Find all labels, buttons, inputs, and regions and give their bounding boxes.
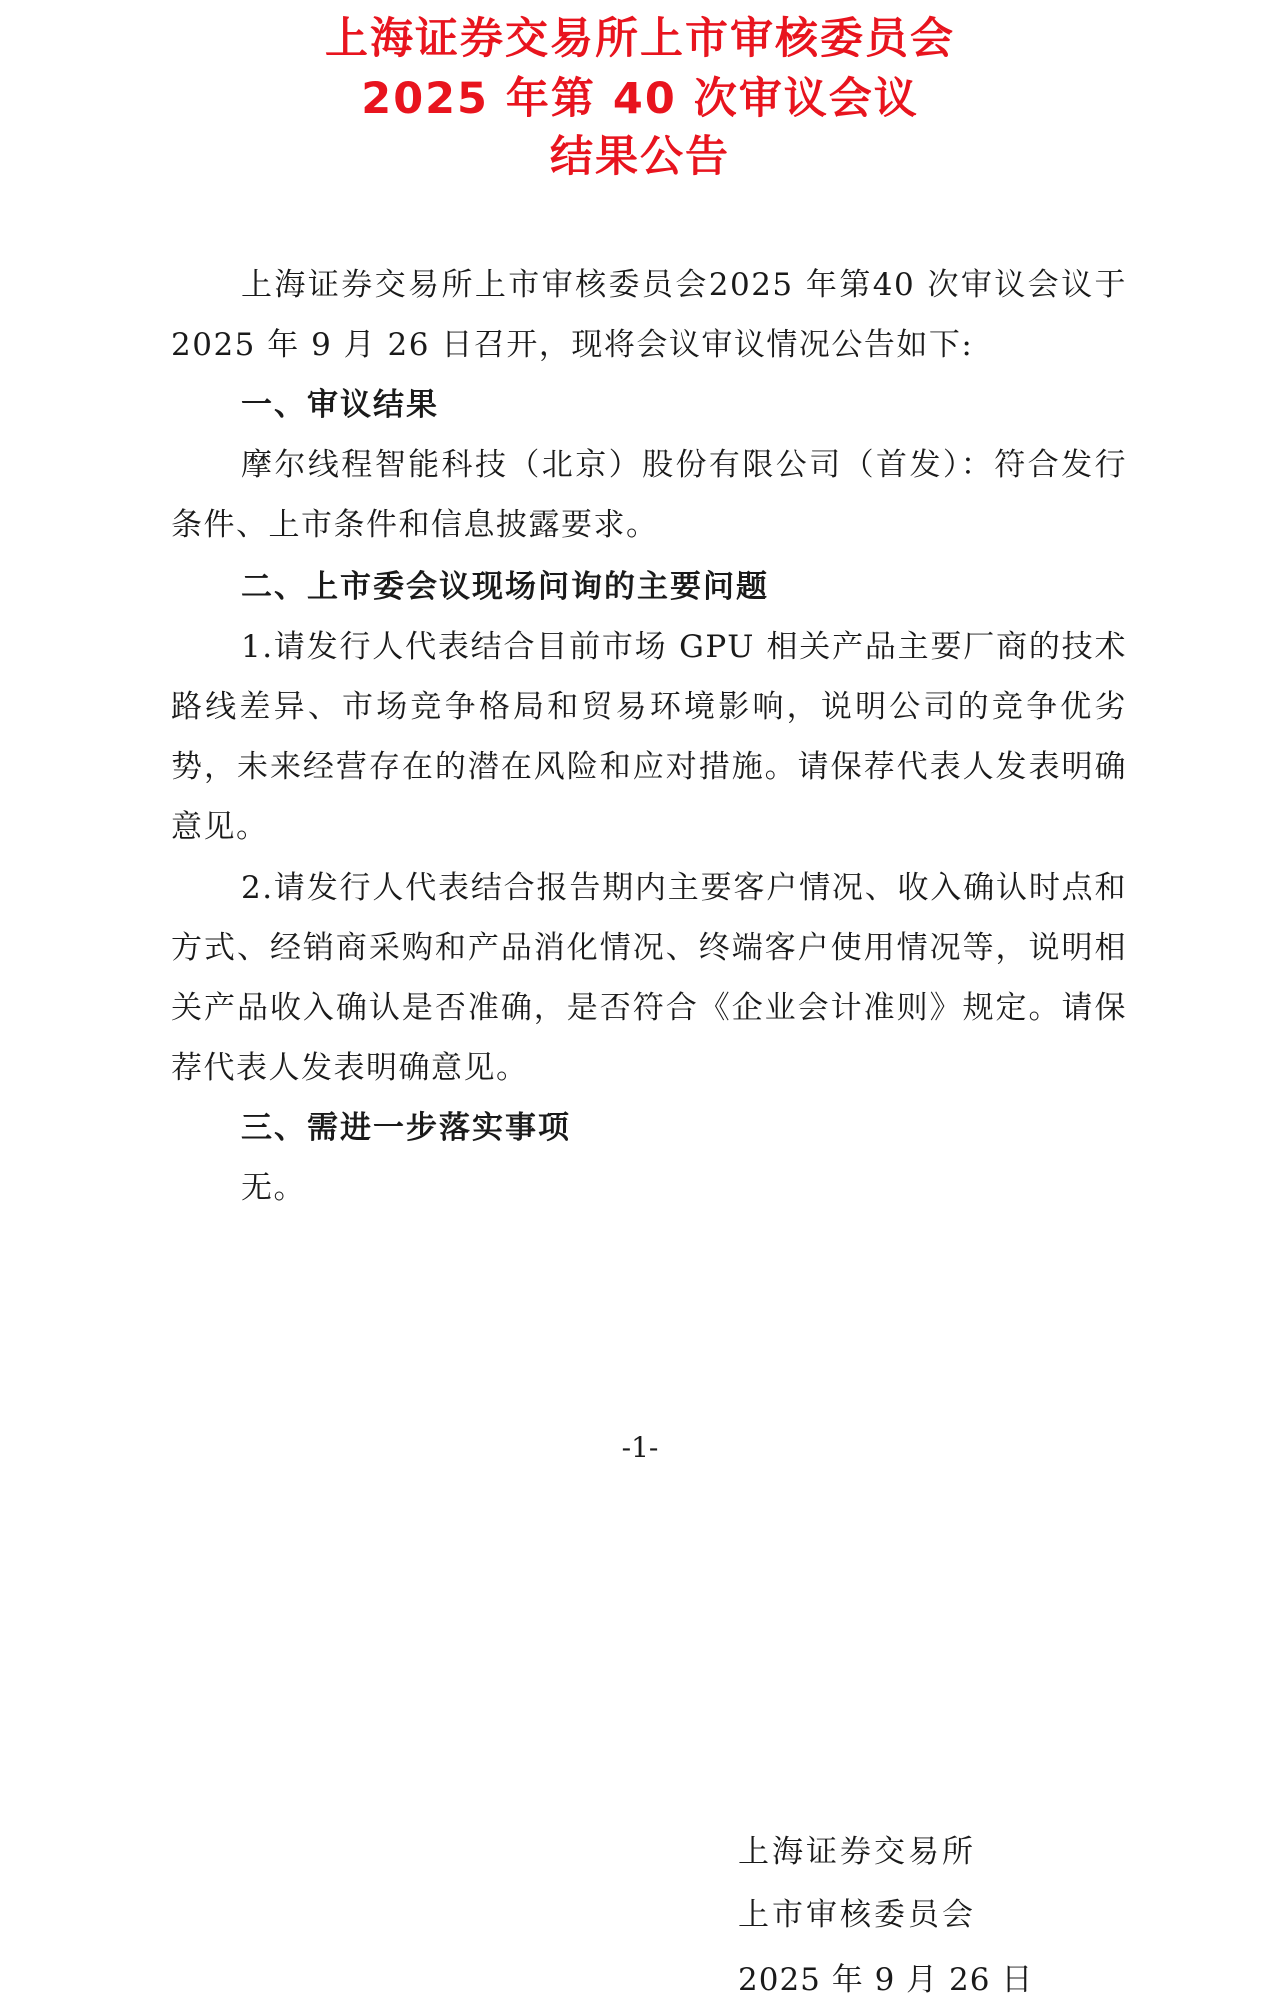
section-heading-questions: 二、上市委会议现场问询的主要问题 <box>241 569 769 605</box>
section-heading-followup: 三、需进一步落实事项 <box>241 1110 571 1146</box>
question-2-paragraph: 2.请发行人代表结合报告期内主要客户情况、收入确认时点和方式、经销商采购和产品消化情况、终端客户使用情况等，说明相关产品收入确认是否准确，是否符合《企业会计准则》规定。请保荐代表人发表明确意见。 <box>171 870 1127 1086</box>
question-1-paragraph: 1.请发行人代表结合目前市场 GPU 相关产品主要厂商的技术路线差异、市场竞争格局和贸易环境影响，说明公司的竞争优劣势，未来经营存在的潜在风险和应对措施。请保荐代表人发表明确意见。 <box>171 629 1127 845</box>
signature-organization: 上海证券交易所 <box>738 1834 976 1870</box>
results-paragraph: 摩尔线程智能科技（北京）股份有限公司（首发）：符合发行条件、上市条件和信息披露要求。 <box>171 447 1127 543</box>
intro-paragraph: 上海证券交易所上市审核委员会2025 年第40 次审议会议于2025 年 9 月 26 日召开，现将会议审议情况公告如下: <box>171 267 1127 363</box>
page-number: -1- <box>621 1431 659 1464</box>
signature-date: 2025 年 9 月 26 日 <box>738 1962 1034 1998</box>
section-heading-results: 一、审议结果 <box>241 387 439 423</box>
announcement-title-line-3: 结果公告 <box>550 132 730 182</box>
followup-paragraph: 无。 <box>241 1170 306 1206</box>
announcement-title-line-1: 上海证券交易所上市审核委员会 <box>325 14 955 64</box>
announcement-title-line-2: 2025 年第 40 次审议会议 <box>361 74 919 124</box>
signature-committee: 上市审核委员会 <box>738 1897 976 1933</box>
